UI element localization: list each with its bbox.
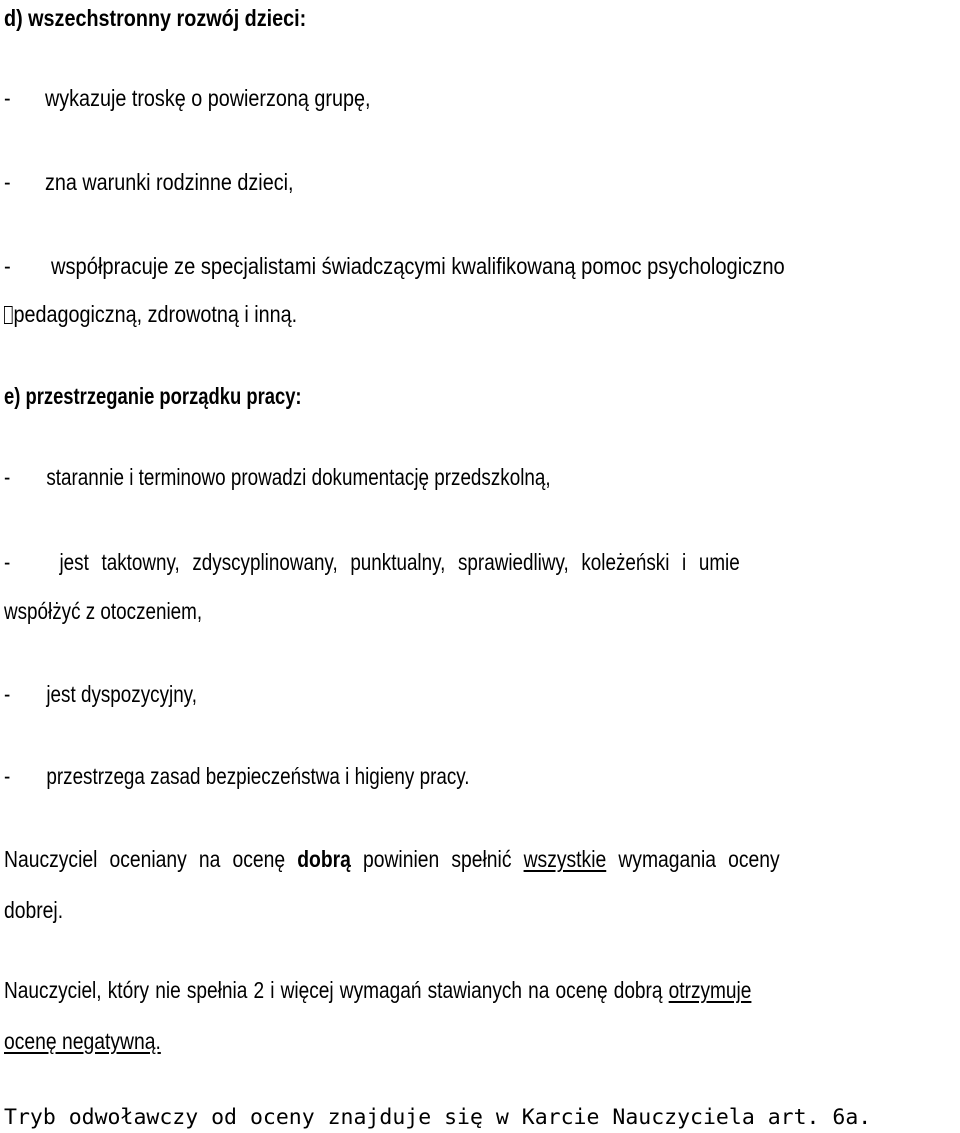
para1-middle: powinien spełnić (362, 846, 512, 872)
list-dash: - (4, 464, 11, 490)
list-item-continuation: współżyć z otoczeniem, (4, 598, 203, 624)
footer-note: Tryb odwoławczy od oceny znajduje się w Karcie Nauczyciela art. 6a. (4, 1105, 872, 1130)
para1-before: Nauczyciel oceniany na ocenę (4, 846, 286, 872)
paragraph-negative (4, 976, 751, 1004)
para1-line2: dobrej. (4, 897, 64, 923)
para2-underlined-2: ocenę negatywną. (4, 1028, 161, 1054)
list-dash: - (4, 169, 11, 195)
list-item (4, 463, 551, 491)
list-dash: - (4, 253, 11, 279)
paragraph-dobra (4, 845, 780, 873)
list-dash: - (4, 681, 11, 707)
list-item (4, 168, 293, 196)
section-e-heading: e) przestrzeganie porządku pracy: (4, 383, 302, 409)
list-item (4, 680, 197, 708)
section-d-heading: d) wszechstronny rozwój dzieci: (4, 5, 307, 31)
para1-after: wymagania oceny (618, 846, 780, 872)
list-item-text: jest dyspozycyjny, (46, 681, 197, 707)
para1-underlined: wszystkie (523, 846, 607, 872)
list-dash: - (4, 763, 11, 789)
list-dash: - (4, 85, 11, 111)
list-item (4, 548, 740, 576)
list-item-text: przestrzega zasad bezpieczeństwa i higieny pracy. (46, 763, 470, 789)
list-item (4, 252, 785, 280)
list-item-text: starannie i terminowo prowadzi dokumentację przedszkolną, (46, 464, 551, 490)
list-item-text: pedagogiczną, zdrowotną i inną. (13, 301, 298, 327)
para2-line1: Nauczyciel, który nie spełnia 2 i więcej wymagań stawianych na ocenę dobrą (4, 977, 663, 1003)
para2-underlined: otrzymuje (668, 977, 752, 1003)
para1-bold: dobrą (297, 846, 351, 872)
list-item-continuation (4, 300, 297, 328)
list-item-text: współpracuje ze specjalistami świadczącymi kwalifikowaną pomoc psychologiczno (50, 253, 785, 279)
list-item-text: jest taktowny, zdyscyplinowany, punktualny, sprawiedliwy, koleżeński i umie (59, 549, 740, 575)
para2-line2 (4, 1027, 161, 1055)
missing-glyph-box (4, 306, 13, 324)
list-dash: - (4, 549, 11, 575)
list-item-text: wykazuje troskę o powierzoną grupę, (44, 85, 371, 111)
list-item-text: zna warunki rodzinne dzieci, (44, 169, 294, 195)
list-item (4, 84, 370, 112)
list-item (4, 762, 470, 790)
